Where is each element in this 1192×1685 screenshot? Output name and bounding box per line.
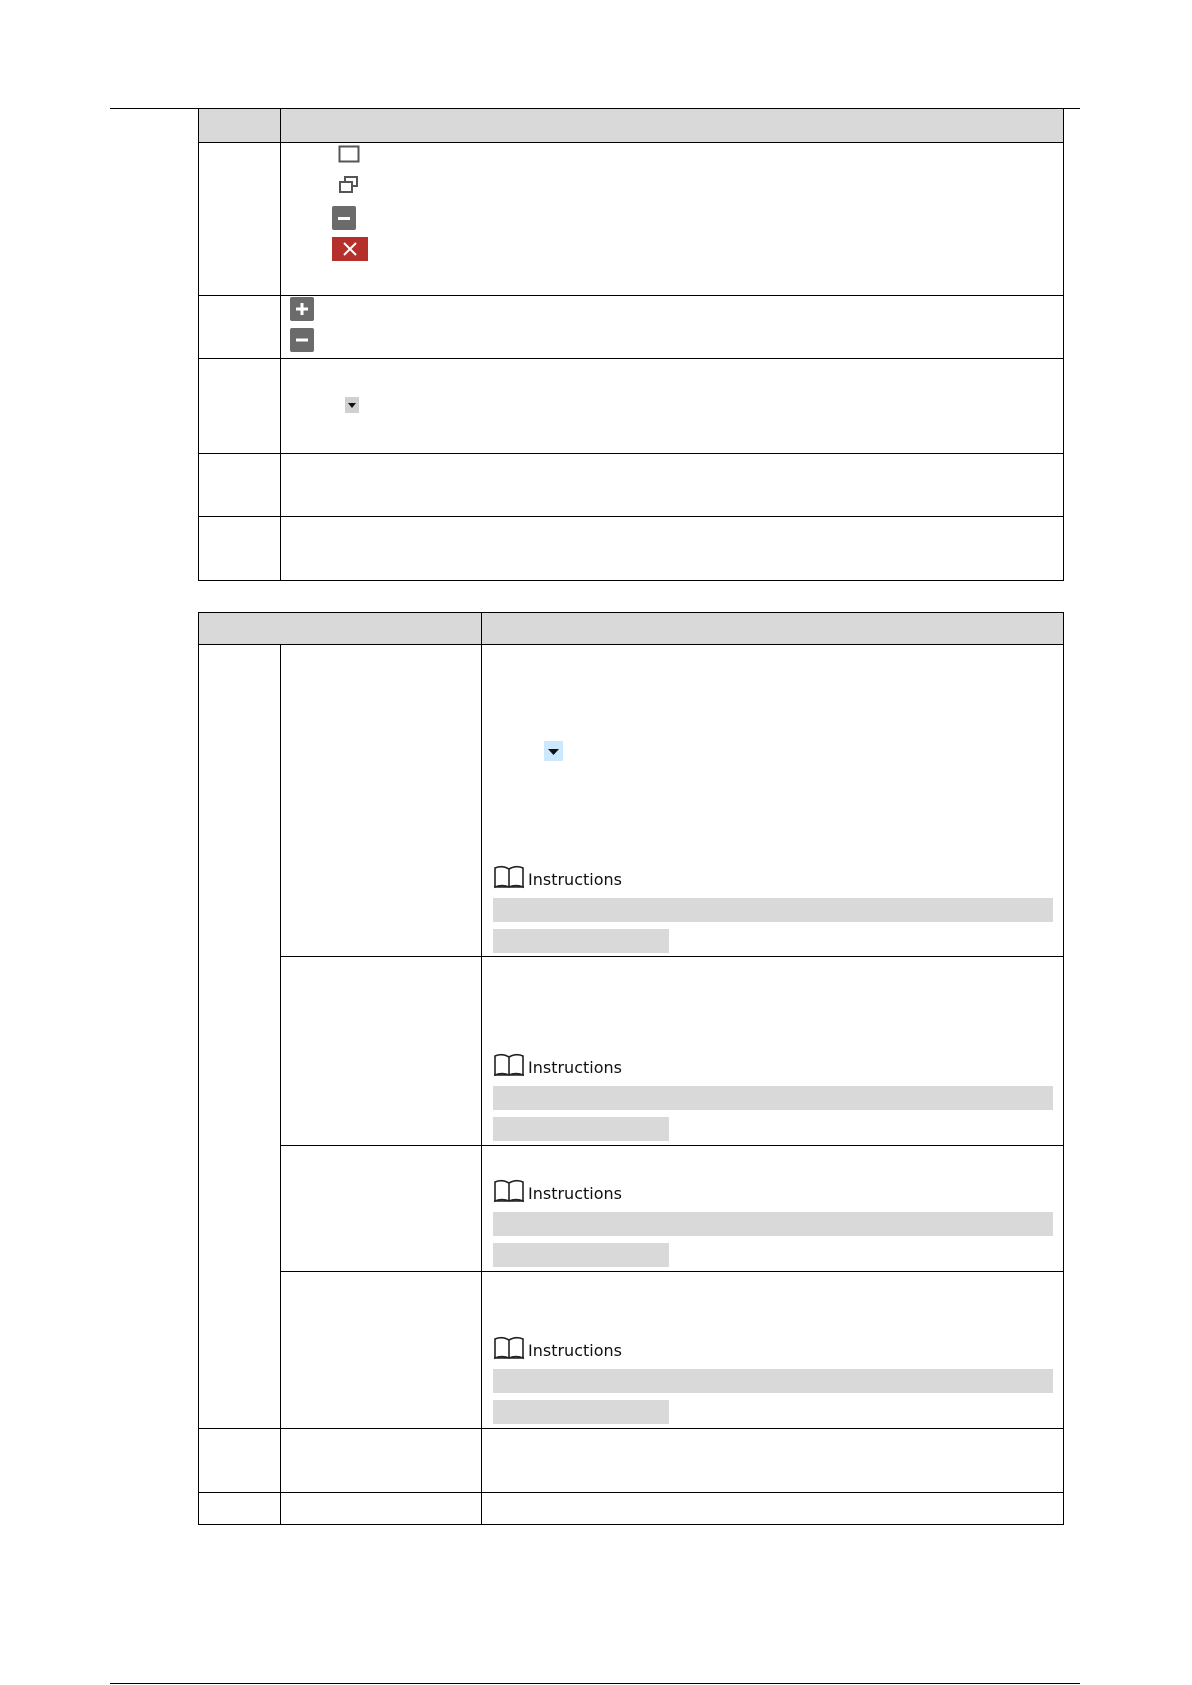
note-text-placeholder (493, 1400, 669, 1424)
plus-icon (290, 297, 314, 321)
minimize-icon (332, 206, 356, 230)
table-2-row-line (280, 1145, 1064, 1146)
table-1-border (198, 108, 1064, 581)
table-2-header-line (198, 644, 1064, 645)
maximize-icon (338, 145, 360, 163)
table-1-row-line (198, 516, 1064, 517)
note-text-placeholder (493, 929, 669, 953)
table-1-row-line (198, 358, 1064, 359)
book-icon (493, 1053, 525, 1081)
note-text-placeholder (493, 1212, 1053, 1236)
instructions-note (493, 866, 622, 892)
instructions-label: Instructions (528, 1340, 622, 1360)
note-text-placeholder (493, 1086, 1053, 1110)
instructions-note (493, 1337, 622, 1363)
table-2-col-divider (481, 612, 482, 1525)
instructions-label: Instructions (528, 869, 622, 889)
note-text-placeholder (493, 1243, 669, 1267)
instructions-note (493, 1054, 622, 1080)
table-2-col-divider (280, 644, 281, 1525)
table-2-row-line (280, 1271, 1064, 1272)
instructions-label: Instructions (528, 1057, 622, 1077)
table-1-header-line (198, 142, 1064, 143)
book-icon (493, 1179, 525, 1207)
table-1-col-divider (280, 108, 281, 581)
table-2-header-row (199, 613, 1063, 644)
table-1-row-line (198, 295, 1064, 296)
restore-icon (338, 175, 360, 195)
table-2-row-line (280, 956, 1064, 957)
dropdown-arrow-icon (345, 397, 359, 413)
note-text-placeholder (493, 1369, 1053, 1393)
table-1-header-row (199, 109, 1063, 142)
close-icon (332, 237, 368, 261)
note-text-placeholder (493, 1117, 669, 1141)
table-1-row-line (198, 453, 1064, 454)
book-icon (493, 865, 525, 893)
minus-icon (290, 328, 314, 352)
footer-rule (110, 1683, 1080, 1684)
instructions-label: Instructions (528, 1183, 622, 1203)
table-2-row-line (198, 1428, 1064, 1429)
instructions-note (493, 1180, 622, 1206)
book-icon (493, 1336, 525, 1364)
dropdown-arrow-icon (544, 741, 563, 761)
table-2-row-line (198, 1492, 1064, 1493)
note-text-placeholder (493, 898, 1053, 922)
